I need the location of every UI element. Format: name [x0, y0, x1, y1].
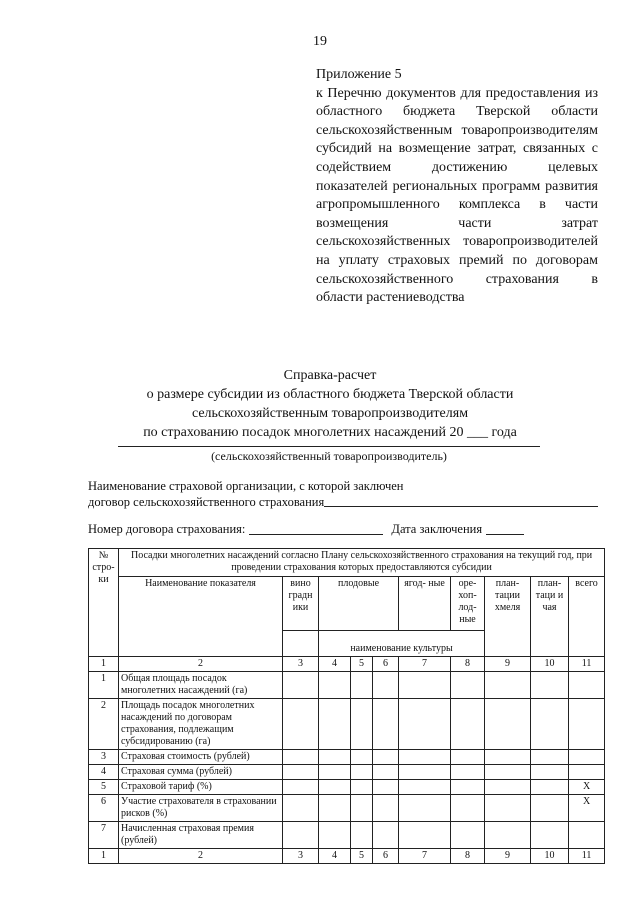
row-name: Общая площадь посадок многолетних насаждений (га) [119, 672, 283, 699]
col-number: 7 [399, 657, 451, 672]
header-berry: ягод- ные [399, 577, 451, 631]
col-number: 5 [351, 849, 373, 864]
table-row [89, 780, 605, 795]
cell [351, 765, 373, 780]
col-number: 10 [531, 657, 569, 672]
subsidy-table [88, 548, 605, 864]
header-nut: оре- хоп- лод- ные [451, 577, 485, 631]
row-name: Страховая стоимость (рублей) [119, 750, 283, 765]
row-no: 4 [89, 765, 119, 780]
cell [373, 672, 399, 699]
col-number: 5 [351, 657, 373, 672]
header-vine: вино градн ики [283, 577, 319, 631]
appendix-text-last: области растениеводства [316, 290, 465, 306]
header-group-title: Посадки многолетних насаждений согласно Плану сельскохозяйственного страхования на текущий год, при проведении страхования которых предоставляются субсидии [119, 549, 605, 577]
col-number: 9 [485, 849, 531, 864]
table-row [89, 699, 605, 750]
cell [451, 672, 485, 699]
cell [351, 780, 373, 795]
cell [351, 795, 373, 822]
cell [451, 699, 485, 750]
row-total [569, 765, 605, 780]
cell [531, 672, 569, 699]
row-no: 2 [89, 699, 119, 750]
row-name: Страховой тариф (%) [119, 780, 283, 795]
row-total [569, 699, 605, 750]
cell [283, 750, 319, 765]
cell [351, 699, 373, 750]
cell [399, 795, 451, 822]
cell [319, 750, 351, 765]
col-number: 2 [119, 849, 283, 864]
cell [399, 750, 451, 765]
cell [351, 750, 373, 765]
contract-date-blank [486, 522, 524, 535]
cell [283, 672, 319, 699]
contract-date-label: Дата заключения [391, 522, 483, 536]
header-row-no: № стро- ки [89, 549, 119, 657]
cell [531, 780, 569, 795]
cell [399, 765, 451, 780]
table-row [89, 795, 605, 822]
cell [373, 699, 399, 750]
header-fruit: плодовые [319, 577, 399, 631]
producer-caption: (сельскохозяйственный товаропроизводитель) [211, 449, 447, 463]
row-total [569, 672, 605, 699]
col-number: 8 [451, 849, 485, 864]
cell [319, 765, 351, 780]
row-no: 7 [89, 822, 119, 849]
cell [399, 699, 451, 750]
row-no: 5 [89, 780, 119, 795]
cell [319, 795, 351, 822]
cell [531, 822, 569, 849]
table-row [89, 672, 605, 699]
page-number: 19 [313, 34, 327, 49]
row-total: X [569, 780, 605, 795]
contract-number-label: Номер договора страхования: [88, 522, 246, 536]
row-name: Начисленная страховая премия (рублей) [119, 822, 283, 849]
cell [451, 780, 485, 795]
col-number: 3 [283, 657, 319, 672]
cell [399, 822, 451, 849]
table-row [89, 765, 605, 780]
row-name: Страховая сумма (рублей) [119, 765, 283, 780]
header-culture-name: наименование культуры [319, 631, 485, 657]
row-total [569, 750, 605, 765]
cell [485, 822, 531, 849]
col-number: 1 [89, 657, 119, 672]
cell [373, 750, 399, 765]
header-tea: план- таци и чая [531, 577, 569, 657]
row-total [569, 822, 605, 849]
row-total: X [569, 795, 605, 822]
cell [531, 699, 569, 750]
table-row [89, 750, 605, 765]
cell [283, 822, 319, 849]
appendix-title: Приложение 5 [316, 67, 402, 82]
col-number: 1 [89, 849, 119, 864]
cell [283, 795, 319, 822]
document-heading [60, 366, 600, 442]
cell [351, 672, 373, 699]
cell [351, 822, 373, 849]
cell [373, 765, 399, 780]
cell [451, 765, 485, 780]
insurer-block [88, 478, 608, 510]
heading-title: Справка-расчет [283, 368, 377, 383]
cell [485, 780, 531, 795]
col-number: 4 [319, 657, 351, 672]
col-number: 11 [569, 849, 605, 864]
cell [451, 822, 485, 849]
cell [531, 750, 569, 765]
header-indicator: Наименование показателя [119, 577, 283, 657]
row-name: Участие страхователя в страховании рисков (%) [119, 795, 283, 822]
cell [283, 780, 319, 795]
col-number: 4 [319, 849, 351, 864]
header-culture-blank [283, 631, 319, 657]
cell [319, 780, 351, 795]
insurer-fill-line [324, 494, 598, 507]
contract-number-blank [249, 522, 383, 535]
cell [485, 672, 531, 699]
contract-row [88, 522, 548, 537]
col-number: 6 [373, 849, 399, 864]
row-no: 3 [89, 750, 119, 765]
appendix-block [316, 66, 598, 308]
cell [399, 780, 451, 795]
heading-line-3: сельскохозяйственным товаропроизводителям [191, 406, 469, 421]
col-number: 2 [119, 657, 283, 672]
col-number: 7 [399, 849, 451, 864]
table-row [89, 822, 605, 849]
producer-fill-line [118, 446, 540, 447]
cell [531, 795, 569, 822]
col-number: 11 [569, 657, 605, 672]
header-total: всего [569, 577, 605, 657]
appendix-text [316, 85, 598, 308]
cell [373, 795, 399, 822]
insurer-label-2: договор сельскохозяйственного страхования [88, 495, 325, 509]
col-number: 8 [451, 657, 485, 672]
col-number: 6 [373, 657, 399, 672]
cell [373, 822, 399, 849]
row-name: Площадь посадок многолетних насаждений по договорам страхования, подлежащим субсидированию (га) [119, 699, 283, 750]
cell [531, 765, 569, 780]
cell [451, 795, 485, 822]
header-hops: план- тации хмеля [485, 577, 531, 657]
cell [319, 672, 351, 699]
col-number: 3 [283, 849, 319, 864]
cell [485, 750, 531, 765]
appendix-text-main: к Перечню документов для предоставления из областного бюджета Тверской области сельскохозяйственным товаропроизводителям субсидий на возмещение затрат, связанных с содействием достижению целевых показателей региональных программ развития агропромышленного комплекса в части возмещения части затрат сельскохозяйственных товаропроизводителей на уплату страховых премий по договорам сельскохозяйственного страхования в [316, 85, 598, 287]
insurer-label: Наименование страховой организации, с которой заключен [88, 479, 404, 493]
cell [485, 765, 531, 780]
row-no: 1 [89, 672, 119, 699]
heading-line-4: по страхованию посадок многолетних насаждений 20 ___ года [143, 425, 517, 440]
cell [399, 672, 451, 699]
cell [283, 765, 319, 780]
row-no: 6 [89, 795, 119, 822]
cell [485, 795, 531, 822]
cell [373, 780, 399, 795]
cell [451, 750, 485, 765]
col-number: 10 [531, 849, 569, 864]
cell [283, 699, 319, 750]
cell [319, 822, 351, 849]
cell [319, 699, 351, 750]
cell [485, 699, 531, 750]
heading-line-2: о размере субсидии из областного бюджета Тверской области [146, 387, 514, 402]
col-number: 9 [485, 657, 531, 672]
